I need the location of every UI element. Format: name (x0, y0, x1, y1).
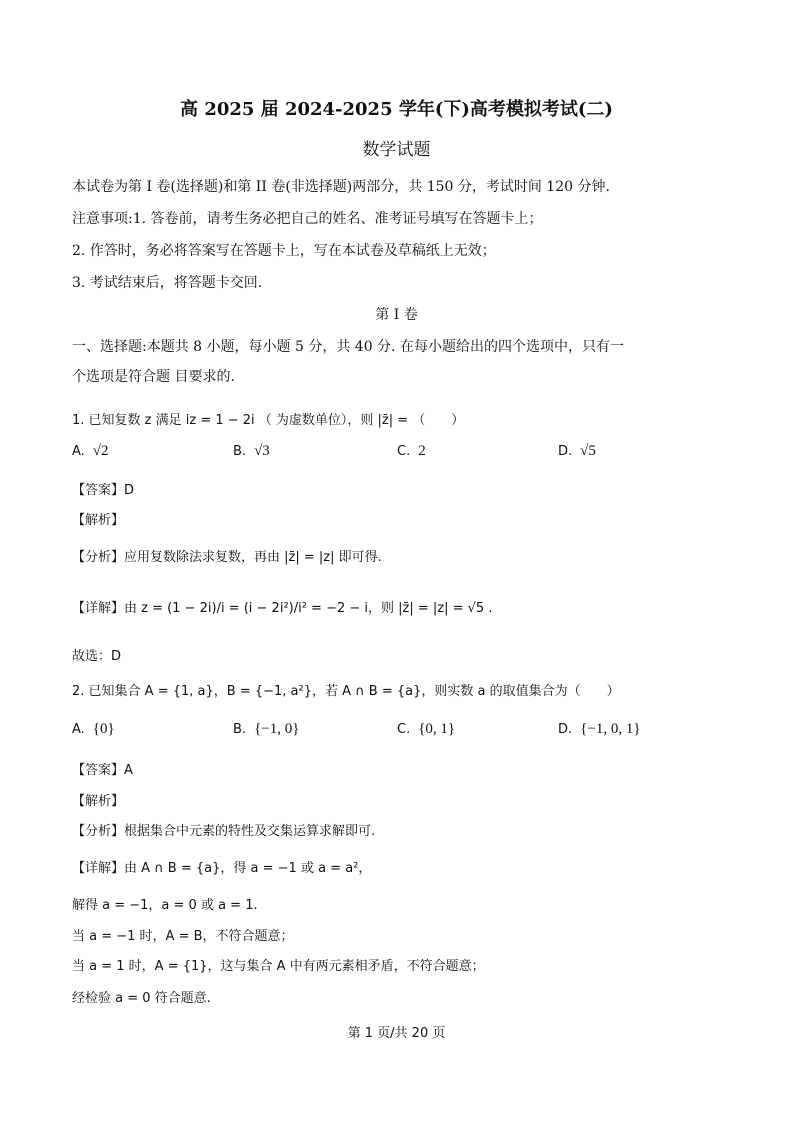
option-letter: B. (233, 722, 247, 737)
option-value: √5 (580, 443, 596, 459)
option-letter: A. (72, 722, 85, 737)
q2-option-b (233, 721, 299, 738)
q2-answer: 【答案】A (72, 763, 133, 778)
q2-solve: 解得 a = −1，a = 0 或 a = 1. (72, 898, 258, 913)
option-letter: D. (558, 444, 573, 459)
option-letter: C. (397, 722, 411, 737)
q1-option-c (397, 443, 426, 460)
section-desc-2: 个选项是符合题 目要求的. (72, 369, 235, 385)
option-letter: D. (558, 722, 573, 737)
option-letter: B. (233, 444, 247, 459)
option-letter: C. (397, 444, 411, 459)
q2-analysis-label: 【解析】 (72, 794, 125, 809)
exam-subtitle: 数学试题 (362, 140, 431, 160)
q2-option-d (558, 721, 641, 738)
q2-check: 经检验 a = 0 符合题意. (72, 991, 211, 1006)
intro-line-1: 本试卷为第 I 卷(选择题)和第 II 卷(非选择题)两部分，共 150 分，考试时间 120 分钟. (72, 179, 610, 195)
q1-option-d (558, 443, 596, 460)
q2-option-a (72, 721, 115, 738)
exam-title: 高 2025 届 2024-2025 学年(下)高考模拟考试(二) (180, 99, 613, 120)
q1-xiangjie: 【详解】由 z = (1 − 2i)/i = (i − 2i²)/i² = −2 − i，则 |z̄| = |z| = √5 . (72, 601, 493, 616)
q1-option-a (72, 443, 109, 460)
option-value: √2 (92, 443, 109, 459)
q1-choice: 故选：D (72, 649, 122, 664)
page-footer: 第 1 页/共 20 页 (347, 1026, 446, 1041)
q1-answer: 【答案】D (72, 483, 135, 498)
option-letter: A. (72, 444, 85, 459)
option-value: 2 (418, 443, 426, 459)
q2-fenxi: 【分析】根据集合中元素的特性及交集运算求解即可. (72, 824, 376, 839)
q1-analysis-label: 【解析】 (72, 513, 125, 528)
option-value: {0} (92, 721, 115, 737)
q1-stem: 1. 已知复数 z 满足 iz = 1 − 2i （ 为虚数单位），则 |z̄| = （ ） (72, 413, 465, 428)
intro-line-3: 2. 作答时，务必将答案写在答题卡上，写在本试卷及草稿纸上无效； (72, 243, 496, 259)
section-heading: 第 I 卷 (375, 307, 418, 323)
option-value: {−1, 0} (254, 721, 300, 737)
option-value: {−1, 0, 1} (580, 721, 641, 737)
option-value: √3 (254, 443, 270, 459)
intro-line-2: 注意事项:1. 答卷前，请考生务必把自己的姓名、准考证号填写在答题卡上； (72, 211, 543, 227)
section-desc-1: 一、选择题:本题共 8 小题，每小题 5 分，共 40 分. 在每小题给出的四个选项中，只有一 (72, 339, 624, 355)
q2-stem: 2. 已知集合 A = {1, a}，B = {−1, a²}，若 A ∩ B = {a}，则实数 a 的取值集合为（ ） (72, 684, 620, 699)
q2-xiangjie: 【详解】由 A ∩ B = {a}，得 a = −1 或 a = a²， (72, 861, 372, 876)
q1-option-b (233, 443, 270, 460)
q2-case-1: 当 a = −1 时，A = B，不符合题意； (72, 929, 294, 944)
q2-option-c (397, 721, 455, 738)
option-value: {0, 1} (418, 721, 456, 737)
q1-fenxi: 【分析】应用复数除法求复数，再由 |z̄| = |z| 即可得. (72, 550, 382, 565)
q2-case-2: 当 a = 1 时，A = {1}，这与集合 A 中有两元素相矛盾，不符合题意； (72, 959, 485, 974)
intro-line-4: 3. 考试结束后，将答题卡交回. (72, 275, 263, 291)
